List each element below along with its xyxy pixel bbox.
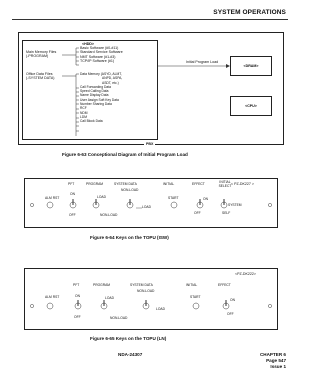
footer-right [260,352,286,370]
pft-on-label: ON [70,192,75,196]
non-load-bottom-label: NON-LOAD [100,213,118,217]
effect-on-label-ln: ON [230,298,235,302]
system-load-label-ln: LOAD [156,307,165,311]
chapter-label: CHAPTER 6 [259,352,286,357]
program-label-ln: PROGRAM [93,283,111,287]
hdd-items: Basic Software (#0-#11) Standard Service Software NMT Software (#1-#3) TCP/IP Software (#1) [80,46,123,64]
dram-label: <DRAM> [243,63,259,68]
initial-select-label: INITIAL SELECT [218,180,232,188]
pft-label-ln: PFT [73,283,80,287]
figure-6-63-caption: Figure 6-63 Conceptional Diagram of Initial Program Load [62,152,188,157]
page-label: Page 547 [266,357,286,363]
pz-dk227-label: < PZ-DK227 > [231,182,254,186]
office-data-files-label: Office Data Files (-SYSTEM DATA) [26,72,55,81]
data-items: Data Memory (ASYD, ALMT, ANPD, ASPA, ASDT, etc.) Call Forwarding Data Speed Calling Data Name Display Data User Assign Soft Key Data Number Sharing Data RCF NDM LDM Call Block Data [80,72,123,124]
non-load-top-label-ln: NON-LOAD [137,289,155,293]
section-title: SYSTEM OPERATIONS [213,9,286,16]
effect-label-ln: EFFECT [218,283,231,287]
pft-off-label-ln: OFF [74,315,81,319]
pft-off-label: OFF [69,213,76,217]
non-load-top-label: NON-LOAD [121,188,139,192]
system-select-label: SYSTEM [228,203,242,207]
program-load-label: LOAD [97,195,106,199]
system-data-label-ln: SYSTEM DATA [130,283,153,287]
system-load-label: LOAD [142,205,151,209]
doc-number: NDA-24307 [118,352,143,357]
effect-on-label: ON [203,197,208,201]
effect-off-label: OFF [194,211,201,215]
alm-rst-label-ln: ALM RST [45,295,60,299]
pbx-label: PBX [146,142,154,146]
hdd-label: <HDD> [82,42,94,46]
program-label: PROGRAM [86,182,104,186]
pft-label: PFT [68,182,75,186]
effect-label: EFFECT [192,182,205,186]
main-memory-files-label: Main Memory Files (-PROGRAM) [26,50,57,59]
figure-6-65-caption: Figure 6-65 Keys on the TOPU (LN) [90,336,167,341]
self-select-label: SELF [222,211,231,215]
pz-dk222-label: <PZ-DK222> [235,272,256,276]
issue-label: Issue 1 [270,363,286,369]
initial-label: INITIAL [163,182,175,186]
effect-off-label-ln: OFF [227,312,234,316]
non-load-bottom-label-ln: NON-LOAD [110,316,128,320]
alm-rst-label: ALM RST [45,196,60,200]
system-data-label: SYSTEM DATA [114,182,137,186]
program-load-label-ln: LOAD [105,296,114,300]
figure-6-64-caption: Figure 6-64 Keys on the TOPU (ISW) [90,235,169,240]
cpu-label: <CPU> [245,103,257,108]
initial-program-load-label: Initial Program Load [186,60,219,64]
start-label-ln: START [190,295,201,299]
start-label: START [168,196,179,200]
pft-on-label-ln: ON [75,294,80,298]
initial-label-ln: INITIAL [186,283,198,287]
